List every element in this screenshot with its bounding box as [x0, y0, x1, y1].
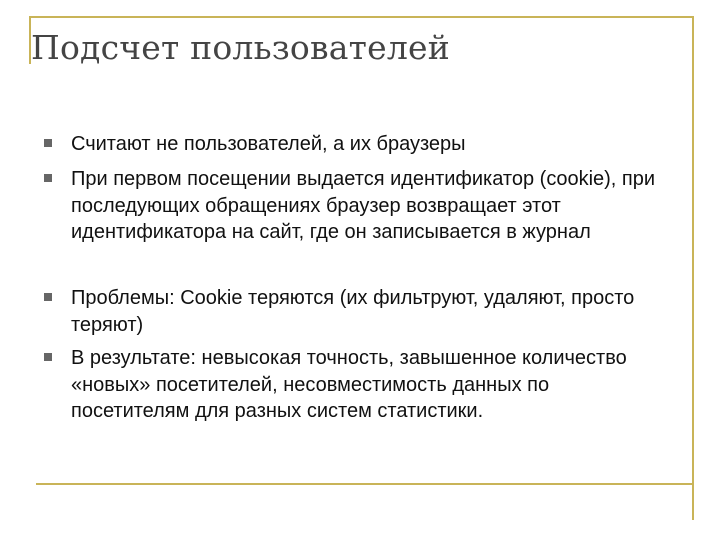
square-bullet-icon — [44, 353, 52, 361]
slide-title: Подсчет пользователей — [31, 28, 450, 67]
frame-line-right — [692, 16, 694, 520]
frame-line-top — [29, 16, 694, 18]
bullet-text-1: Считают не пользователей, а их браузеры — [71, 133, 466, 155]
square-bullet-icon — [44, 139, 52, 147]
bullet-text-4: В результате: невысокая точность, завышенное количество «новых» посетителей, несовместимость данных по посетителям для разных систем статистики. — [71, 347, 627, 422]
square-bullet-icon — [44, 293, 52, 301]
square-bullet-icon — [44, 174, 52, 182]
bullet-text-3: Проблемы: Cookie теряются (их фильтруют, удаляют, просто теряют) — [71, 287, 635, 336]
bullet-text-2: При первом посещении выдается идентификатор (cookie), при последующих обращениях браузер возвращает этот идентификатора на сайт, где он записывается в журнал — [71, 168, 656, 243]
frame-line-bottom — [36, 483, 692, 485]
